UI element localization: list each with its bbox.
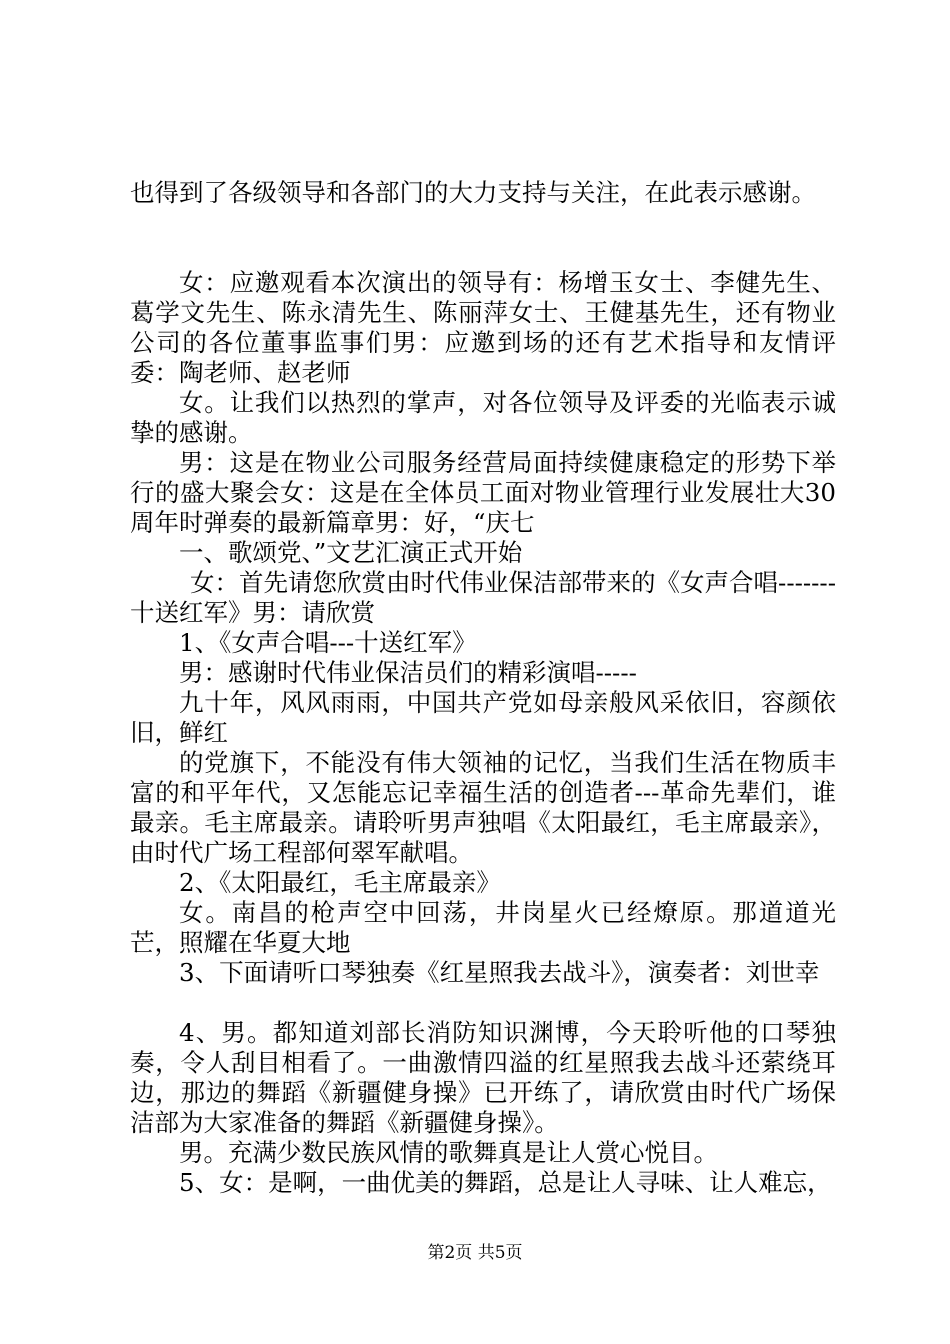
paragraph-7: 1、《女声合唱---十送红军》 [179,628,477,657]
paragraph-9: 九十年，风风雨雨，中国共产党如母亲般风采依旧，容颜依旧，鲜红 [130,688,836,747]
paragraph-2: 女：应邀观看本次演出的领导有：杨增玉女士、李健先生、葛学文先生、陈永清先生、陈丽萍女士、王健基先生，还有物业公司的各位董事监事们男：应邀到场的还有艺术指导和友情评委：陶老师、赵老师 [130,268,836,387]
paragraph-14: 4、男。都知道刘部长消防知识渊博，今天聆听他的口琴独奏，令人刮目相看了。一曲激情四溢的红星照我去战斗还萦绕耳边，那边的舞蹈《新疆健身操》已开练了，请欣赏由时代广场保洁部为大家准备的舞蹈《新疆健身操》。 [130,1018,836,1137]
paragraph-3: 女。让我们以热烈的掌声，对各位领导及评委的光临表示诚挚的感谢。 [130,388,836,447]
page-footer: 第2页 共5页 [427,1243,523,1263]
paragraph-15: 男。充满少数民族风情的歌舞真是让人赏心悦目。 [179,1138,718,1167]
paragraph-1: 也得到了各级领导和各部门的大力支持与关注，在此表示感谢。 [130,178,816,207]
paragraph-16: 5、女：是啊，一曲优美的舞蹈，总是让人寻味、让人难忘， [179,1168,832,1197]
paragraph-13: 3、下面请听口琴独奏《红星照我去战斗》，演奏者：刘世幸 [179,958,820,987]
paragraph-4: 男：这是在物业公司服务经营局面持续健康稳定的形势下举行的盛大聚会女：这是在全体员工面对物业管理行业发展壮大30周年时弹奏的最新篇章男：好，“庆七 [130,448,836,537]
paragraph-6: 女：首先请您欣赏由时代伟业保洁部带来的《女声合唱-------十送红军》男：请欣赏 [130,568,836,627]
paragraph-8: 男：感谢时代伟业保洁员们的精彩演唱----- [179,658,637,687]
paragraph-10: 的党旗下，不能没有伟大领袖的记忆，当我们生活在物质丰富的和平年代，又怎能忘记幸福生活的创造者---革命先辈们，谁最亲。毛主席最亲。请聆听男声独唱《太阳最红，毛主席最亲》，由时代广场工程部何翠军献唱。 [130,748,836,867]
paragraph-11: 2、《太阳最红，毛主席最亲》 [179,868,501,897]
paragraph-5: 一、歌颂党、”文艺汇演正式开始 [179,538,523,567]
paragraph-12: 女。南昌的枪声空中回荡，井岗星火已经燎原。那道道光芒，照耀在华夏大地 [130,898,836,957]
